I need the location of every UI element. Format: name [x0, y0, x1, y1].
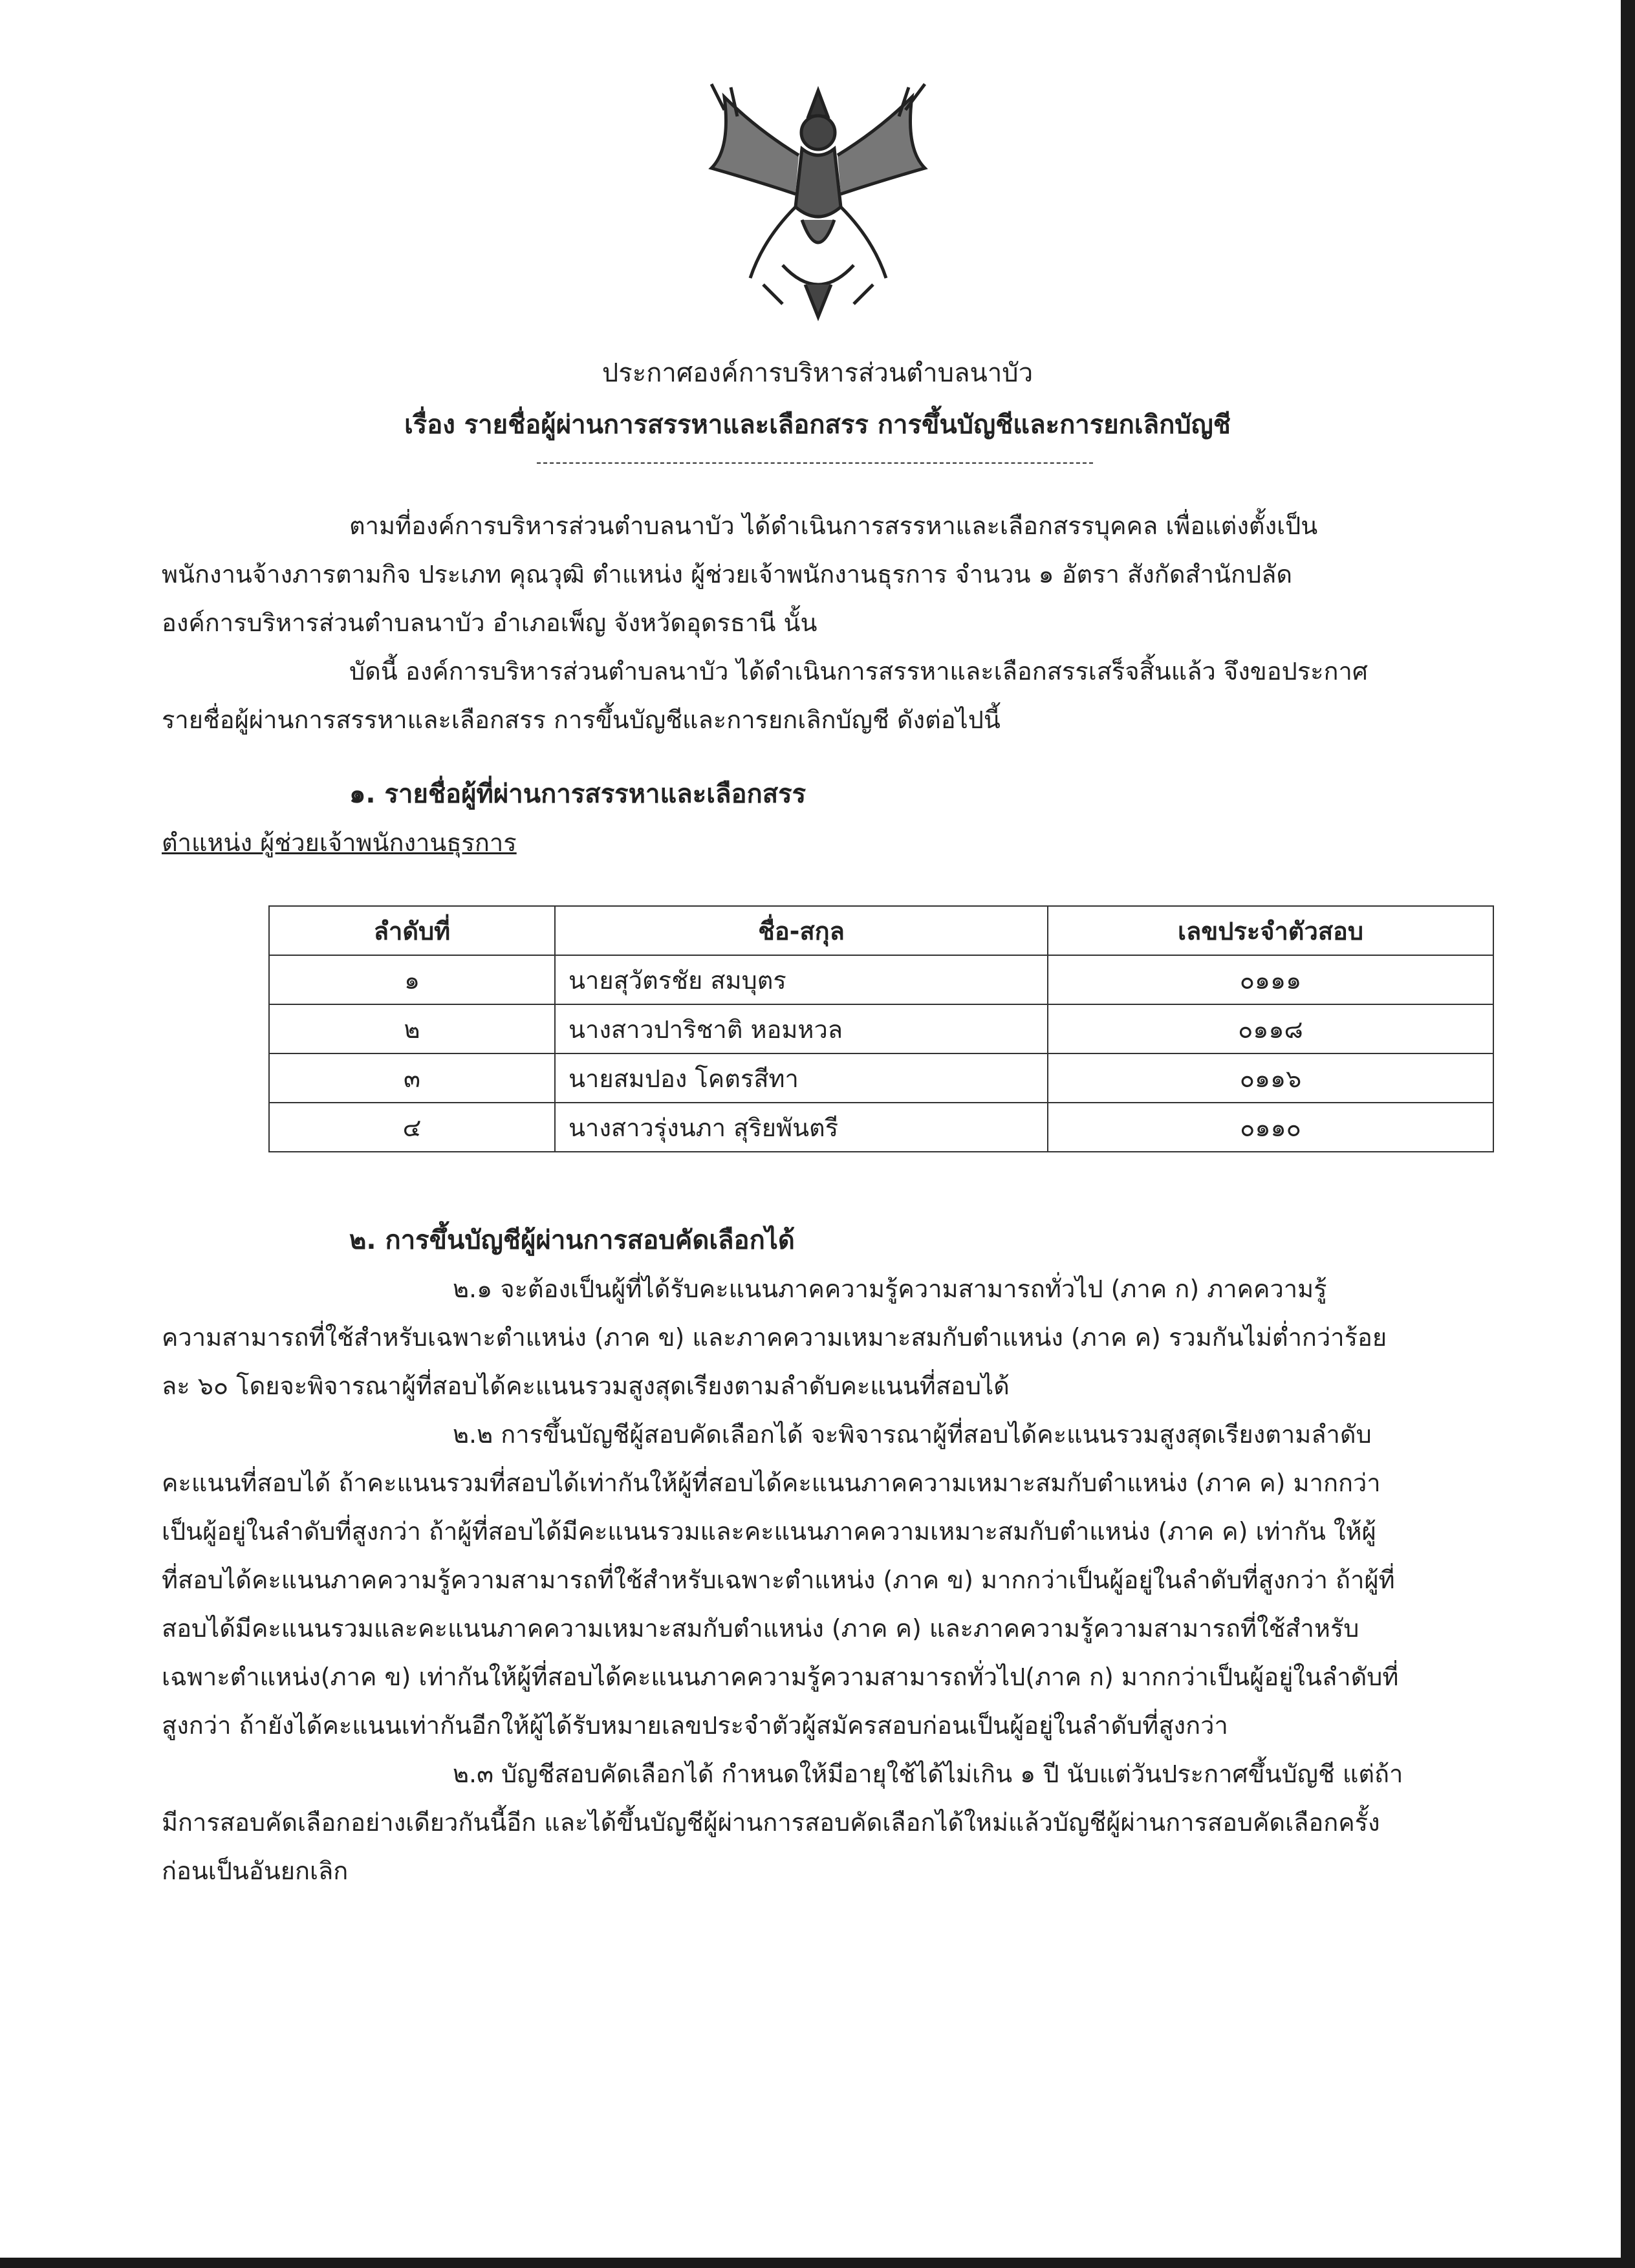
intro-line: ตามที่องค์การบริหารส่วนตำบลนาบัว ได้ดำเนินการสรรหาและเลือกสรรบุคคล เพื่อแต่งตั้งเป็น — [349, 512, 1318, 540]
intro-line: องค์การบริหารส่วนตำบลนาบัว อำเภอเพ็ญ จังหวัดอุดรธานี นั้น — [162, 609, 817, 637]
position-label: ตำแหน่ง ผู้ช่วยเจ้าพนักงานธุรการ — [162, 828, 517, 857]
announcement-subject: เรื่อง รายชื่อผู้ผ่านการสรรหาและเลือกสรร การขึ้นบัญชีและการยกเลิกบัญชี — [404, 410, 1231, 440]
table-row — [269, 1004, 1493, 1053]
garuda-emblem-icon — [686, 71, 951, 323]
cell-name: นางสาวรุ่งนภา สุริยพันตรี — [555, 1103, 1048, 1152]
cell-exam-id: ๐๑๑๖ — [1048, 1053, 1493, 1103]
cell-order: ๒ — [269, 1004, 555, 1053]
section2-line: ๒.๒ การขึ้นบัญชีผู้สอบคัดเลือกได้ จะพิจารณาผู้ที่สอบได้คะแนนรวมสูงสุดเรียงตามลำดับ — [453, 1420, 1372, 1449]
intro-line: รายชื่อผู้ผ่านการสรรหาและเลือกสรร การขึ้นบัญชีและการยกเลิกบัญชี ดังต่อไปนี้ — [162, 706, 1001, 734]
table-header-row — [269, 906, 1493, 955]
table-row — [269, 1103, 1493, 1152]
column-header-name: ชื่อ-สกุล — [555, 906, 1048, 955]
cell-name: นางสาวปาริชาติ หอมหวล — [555, 1004, 1048, 1053]
section2-line: ก่อนเป็นอันยกเลิก — [162, 1857, 349, 1885]
cell-exam-id: ๐๑๑๘ — [1048, 1004, 1493, 1053]
cell-order: ๔ — [269, 1103, 555, 1152]
section2-line: ละ ๖๐ โดยจะพิจารณาผู้ที่สอบได้คะแนนรวมสูงสุดเรียงตามลำดับคะแนนที่สอบได้ — [162, 1372, 1010, 1400]
section2-line: สอบได้มีคะแนนรวมและคะแนนภาคความเหมาะสมกับตำแหน่ง (ภาค ค) และภาคความรู้ความสามารถที่ใช้สำหรับ — [162, 1614, 1359, 1643]
section1-heading: ๑. รายชื่อผู้ที่ผ่านการสรรหาและเลือกสรร — [349, 779, 807, 809]
column-header-order: ลำดับที่ — [269, 906, 555, 955]
cell-exam-id: ๐๑๑๑ — [1048, 955, 1493, 1004]
section2-line: ๒.๑ จะต้องเป็นผู้ที่ได้รับคะแนนภาคความรู้ความสามารถทั่วไป (ภาค ก) ภาคความรู้ — [453, 1275, 1327, 1303]
section2-line: ที่สอบได้คะแนนภาคความรู้ความสามารถที่ใช้สำหรับเฉพาะตำแหน่ง (ภาค ข) มากกว่าเป็นผู้อยู่ในลำดับที่สูงกว่า ถ้าผู้ที่ — [162, 1566, 1395, 1594]
section2-line: ๒.๓ บัญชีสอบคัดเลือกได้ กำหนดให้มีอายุใช้ได้ไม่เกิน ๑ ปี นับแต่วันประกาศขึ้นบัญชี แต่ถ้า — [453, 1760, 1403, 1788]
candidate-table — [268, 905, 1494, 1152]
cell-name: นายสมปอง โคตรสีทา — [555, 1053, 1048, 1103]
table-row — [269, 955, 1493, 1004]
intro-line: พนักงานจ้างภารตามกิจ ประเภท คุณวุฒิ ตำแหน่ง ผู้ช่วยเจ้าพนักงานธุรการ จำนวน ๑ อัตรา สังกัดสำนักปลัด — [162, 560, 1293, 589]
cell-order: ๑ — [269, 955, 555, 1004]
section2-line: เป็นผู้อยู่ในลำดับที่สูงกว่า ถ้าผู้ที่สอบได้มีคะแนนรวมและคะแนนภาคความเหมาะสมกับตำแหน่ง (ภาค ค) เท่ากัน ให้ผู้ — [162, 1517, 1376, 1546]
section2-line: สูงกว่า ถ้ายังได้คะแนนเท่ากันอีกให้ผู้ได้รับหมายเลขประจำตัวผู้สมัครสอบก่อนเป็นผู้อยู่ในลำดับที่สูงกว่า — [162, 1711, 1228, 1740]
section2-line: มีการสอบคัดเลือกอย่างเดียวกันนี้อีก และได้ขึ้นบัญชีผู้ผ่านการสอบคัดเลือกได้ใหม่แล้วบัญชีผู้ผ่านการสอบคัดเลือกครั้ง — [162, 1808, 1380, 1837]
cell-exam-id: ๐๑๑๐ — [1048, 1103, 1493, 1152]
cell-order: ๓ — [269, 1053, 555, 1103]
section2-heading: ๒. การขึ้นบัญชีผู้ผ่านการสอบคัดเลือกได้ — [349, 1226, 795, 1255]
section2-line: คะแนนที่สอบได้ ถ้าคะแนนรวมที่สอบได้เท่ากันให้ผู้ที่สอบได้คะแนนภาคความเหมาะสมกับตำแหน่ง (ภาค ค) มากกว่า — [162, 1469, 1381, 1497]
section2-line: ความสามารถที่ใช้สำหรับเฉพาะตำแหน่ง (ภาค ข) และภาคความเหมาะสมกับตำแหน่ง (ภาค ค) รวมกันไม่ต่ำกว่าร้อย — [162, 1323, 1387, 1352]
scan-edge-right — [1621, 0, 1635, 2268]
cell-name: นายสุวัตรชัย สมบุตร — [555, 955, 1048, 1004]
column-header-exam-id: เลขประจำตัวสอบ — [1048, 906, 1493, 955]
title-divider — [537, 462, 1093, 464]
section2-line: เฉพาะตำแหน่ง(ภาค ข) เท่ากันให้ผู้ที่สอบได้คะแนนภาคความรู้ความสามารถทั่วไป(ภาค ก) มากกว่าเป็นผู้อยู่ในลำดับที่ — [162, 1663, 1399, 1691]
table-row — [269, 1053, 1493, 1103]
intro-line: บัดนี้ องค์การบริหารส่วนตำบลนาบัว ได้ดำเนินการสรรหาและเลือกสรรเสร็จสิ้นแล้ว จึงขอประกาศ — [349, 657, 1368, 686]
announcement-title: ประกาศองค์การบริหารส่วนตำบลนาบัว — [601, 358, 1034, 388]
scan-edge-bottom — [0, 2258, 1635, 2268]
